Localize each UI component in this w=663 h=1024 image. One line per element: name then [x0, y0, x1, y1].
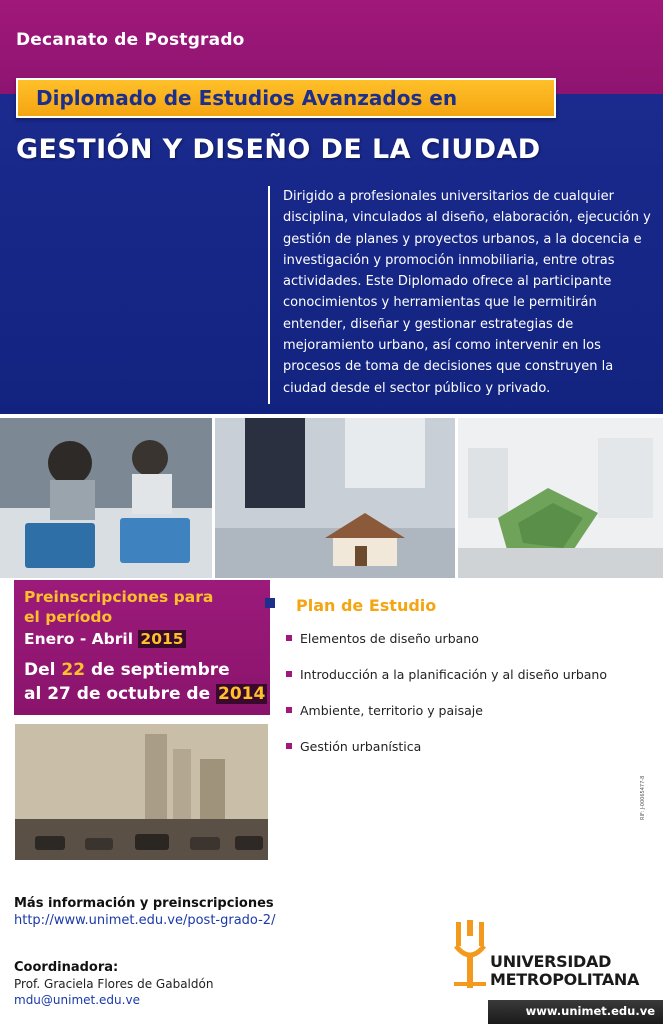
urban-render-photo [458, 418, 663, 578]
plan-item [286, 631, 479, 646]
house-model-illustration [215, 418, 455, 578]
plan-marker-icon [265, 598, 275, 608]
program-type-label: Diplomado de Estudios Avanzados en [36, 86, 458, 110]
plan-item-label: Gestión urbanística [300, 739, 422, 754]
bullet-icon [286, 707, 292, 713]
program-description: Dirigido a profesionales universitarios de cualquier disciplina, vinculados al diseño, elaboración, ejecución y gestión de planes y proyectos urbanos, a la docencia e investigación y promoción inmobiliaria, entre otras actividades. Este Diplomado ofrece al participante conocimientos y herramientas que le permitirán entender, diseñar y gestionar estrategias de mejoramiento urbano, así como intervenir en los procesos de toma de decisiones que construyen la ciudad desde el sector público y privado. [283, 189, 651, 396]
reference-code: RIF: J-00065477-8 [640, 775, 646, 820]
plan-item [286, 739, 421, 754]
urban-render-illustration [458, 418, 663, 578]
university-name-line1: UNIVERSIDAD [490, 952, 612, 971]
plan-title: Plan de Estudio [296, 596, 437, 615]
coordinator-email[interactable]: mdu@unimet.edu.ve [14, 993, 140, 1007]
preinscription-heading: Preinscripciones para [24, 588, 214, 606]
program-title: GESTIÓN Y DISEÑO DE LA CIUDAD [16, 134, 541, 165]
students-computers-photo [0, 418, 212, 578]
dates-day: 22 [61, 660, 86, 680]
plan-item [286, 667, 607, 682]
bullet-icon [286, 743, 292, 749]
website-bar [488, 1000, 663, 1024]
university-name-line2: METROPOLITANA [490, 970, 640, 989]
description-divider [268, 186, 270, 404]
preinscription-box [14, 580, 270, 715]
dates-month: de septiembre [85, 660, 230, 680]
period-label: Enero - Abril [24, 630, 139, 648]
bullet-icon [286, 635, 292, 641]
website-link[interactable]: www.unimet.edu.ve [525, 1004, 655, 1018]
preinscription-heading-2: el período [24, 608, 113, 626]
preinscription-period [24, 630, 186, 648]
unimet-logo-icon [452, 920, 488, 990]
info-heading: Más información y preinscripciones [14, 896, 274, 911]
preinscription-dates-line1 [24, 660, 230, 680]
house-model-photo [215, 418, 455, 578]
program-type-banner [16, 78, 556, 118]
coordinator-name: Prof. Graciela Flores de Gabaldón [14, 977, 214, 991]
city-traffic-illustration [15, 724, 268, 860]
info-link[interactable]: http://www.unimet.edu.ve/post-grado-2/ [14, 913, 276, 928]
photo-strip [0, 418, 663, 578]
plan-item [286, 703, 483, 718]
department-title: Decanato de Postgrado [16, 30, 245, 50]
bullet-icon [286, 671, 292, 677]
plan-item-label: Elementos de diseño urbano [300, 631, 479, 646]
city-traffic-photo [15, 724, 268, 860]
dates-end: al 27 de octubre de [24, 684, 217, 704]
period-year: 2015 [140, 630, 184, 648]
coordinator-heading: Coordinadora: [14, 960, 119, 975]
dates-year: 2014 [218, 684, 266, 704]
plan-item-label: Ambiente, territorio y paisaje [300, 703, 483, 718]
preinscription-dates-line2 [24, 684, 267, 704]
plan-item-label: Introducción a la planificación y al diseño urbano [300, 667, 607, 682]
students-computers-illustration [0, 418, 212, 578]
dates-prefix: Del [24, 660, 62, 680]
